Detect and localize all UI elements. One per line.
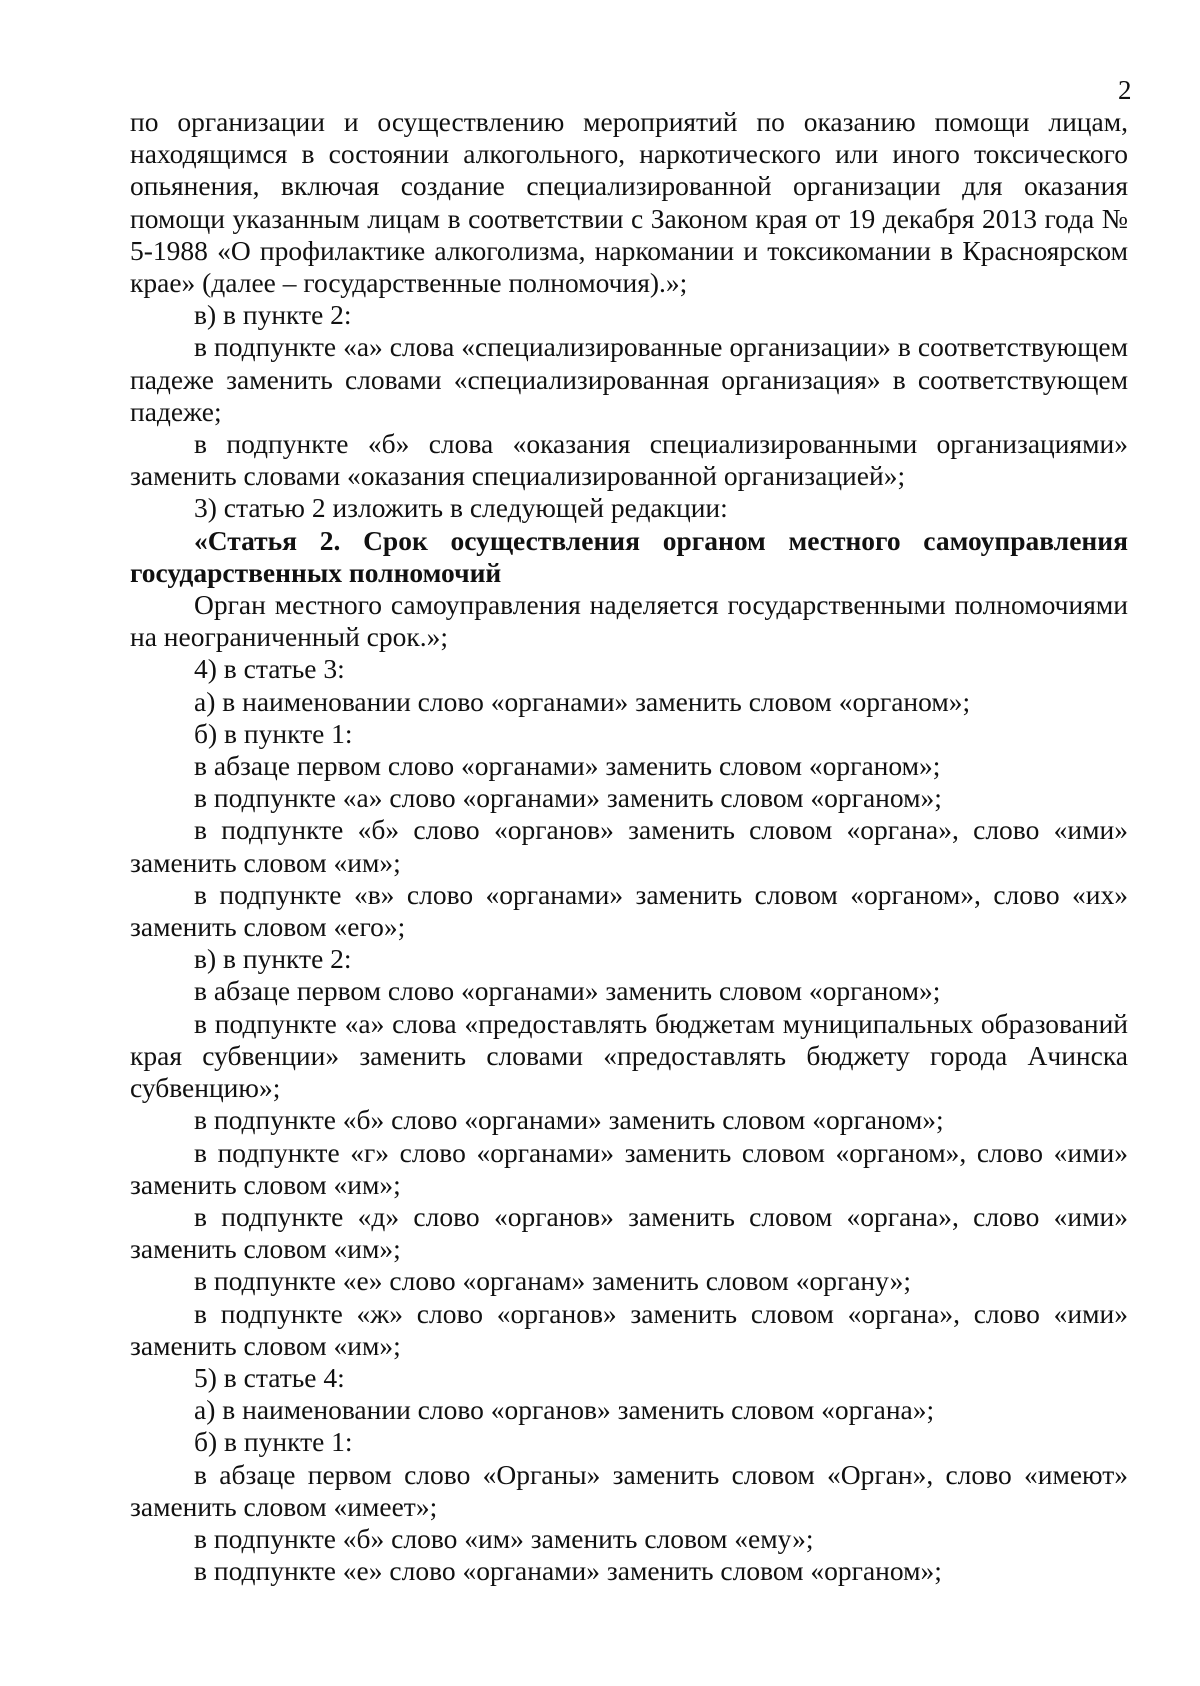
paragraph: в абзаце первом слово «Органы» заменить словом «Орган», слово «имеют» заменить словом «имеет»; <box>130 1458 1128 1522</box>
paragraph: в подпункте «д» слово «органов» заменить словом «органа», слово «ими» заменить словом «им»; <box>130 1200 1128 1265</box>
paragraph: 4) в статье 3: <box>194 653 345 685</box>
paragraph: в подпункте «ж» слово «органов» заменить словом «органа», слово «ими» заменить словом «им»; <box>130 1297 1128 1361</box>
paragraph: в) в пункте 2: <box>194 943 352 975</box>
paragraph: в подпункте «а» слово «органами» заменить словом «органом»; <box>194 782 942 814</box>
paragraph: в подпункте «а» слова «специализированные организации» в соответствующем падеже заменить словами «специализированная организация» в соответствующем падеже; <box>130 331 1128 427</box>
paragraph: в абзаце первом слово «органами» заменить словом «органом»; <box>194 975 941 1007</box>
document-body <box>130 106 1128 1587</box>
paragraph: 3) статью 2 изложить в следующей редакции: <box>194 492 728 524</box>
paragraph: в подпункте «е» слово «органам» заменить словом «органу»; <box>194 1265 911 1297</box>
paragraph: в подпункте «в» слово «органами» заменить словом «органом», слово «их» заменить словом «его»; <box>130 878 1128 943</box>
paragraph: в подпункте «б» слово «органами» заменить словом «органом»; <box>194 1104 944 1136</box>
paragraph: б) в пункте 1: <box>194 717 353 749</box>
paragraph: в подпункте «а» слова «предоставлять бюджетам муниципальных образований края субвенции» заменить словами «предоставлять бюджету города Ачинска субвенцию»; <box>130 1007 1128 1104</box>
paragraph: а) в наименовании слово «органами» заменить словом «органом»; <box>194 685 971 717</box>
page-number: 2 <box>1118 75 1132 105</box>
paragraph: в подпункте «е» слово «органами» заменить словом «органом»; <box>194 1555 942 1587</box>
paragraph: в подпункте «б» слово «им» заменить словом «ему»; <box>194 1522 814 1554</box>
paragraph: в подпункте «г» слово «органами» заменить словом «органом», слово «ими» заменить словом «им»; <box>130 1136 1128 1200</box>
paragraph: в подпункте «б» слова «оказания специализированными организациями» заменить словами «оказания специализированной организацией»; <box>130 428 1128 492</box>
paragraph: в) в пункте 2: <box>194 299 352 331</box>
paragraph: 5) в статье 4: <box>194 1361 345 1393</box>
paragraph: в абзаце первом слово «органами» заменить словом «органом»; <box>194 750 941 782</box>
article-heading: «Статья 2. Срок осуществления органом местного самоуправления государственных полномочий <box>130 524 1128 588</box>
paragraph: Орган местного самоуправления наделяется государственными полномочиями на неограниченный срок.»; <box>130 589 1128 653</box>
paragraph: по организации и осуществлению мероприятий по оказанию помощи лицам, находящимся в состоянии алкогольного, наркотического или иного токсического опьянения, включая создание специализированной организации для оказания помощи указанным лицам в соответствии с Законом края от 19 декабря 2013 года № 5-1988 «О профилактике алкоголизма, наркомании и токсикомании в Красноярском крае» (далее – государственные полномочия).»; <box>130 106 1128 299</box>
paragraph: в подпункте «б» слово «органов» заменить словом «органа», слово «ими» заменить словом «им»; <box>130 814 1128 878</box>
paragraph: б) в пункте 1: <box>194 1426 353 1458</box>
paragraph: а) в наименовании слово «органов» заменить словом «органа»; <box>194 1394 935 1426</box>
